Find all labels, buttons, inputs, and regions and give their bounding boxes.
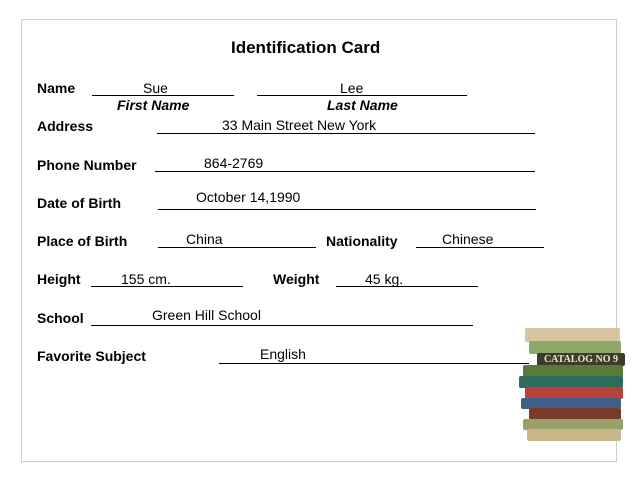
- dob-line: [158, 209, 536, 210]
- book-stack-illustration: [515, 325, 630, 445]
- phone-line: [155, 171, 535, 172]
- school-line: [91, 325, 473, 326]
- last-name-caption: Last Name: [327, 97, 398, 113]
- first-name-value: Sue: [143, 80, 168, 96]
- school-label: School: [37, 310, 84, 326]
- weight-label: Weight: [273, 271, 320, 287]
- place-of-birth-value: China: [186, 231, 223, 247]
- dob-value: October 14,1990: [196, 189, 301, 205]
- address-line: [157, 133, 535, 134]
- name-label: Name: [37, 80, 76, 96]
- book-10: [527, 429, 621, 441]
- phone-label: Phone Number: [37, 157, 137, 173]
- weight-line: [336, 286, 478, 287]
- address-label: Address: [37, 118, 94, 134]
- height-label: Height: [37, 271, 81, 287]
- address-value: 33 Main Street New York: [222, 117, 377, 133]
- card-title: Identification Card: [231, 38, 381, 57]
- phone-value: 864-2769: [204, 155, 264, 171]
- favorite-subject-label: Favorite Subject: [37, 348, 146, 364]
- weight-value: 45 kg.: [365, 271, 404, 287]
- book-1: [525, 328, 620, 342]
- book-catalog: CATALOG NO 9: [537, 353, 625, 366]
- school-value: Green Hill School: [152, 307, 261, 323]
- last-name-value: Lee: [340, 80, 364, 96]
- nationality-value: Chinese: [442, 231, 494, 247]
- place-of-birth-line: [158, 247, 316, 248]
- favorite-subject-value: English: [260, 346, 306, 362]
- place-of-birth-label: Place of Birth: [37, 233, 128, 249]
- dob-label: Date of Birth: [37, 195, 121, 211]
- favorite-subject-line: [219, 363, 529, 364]
- nationality-label: Nationality: [326, 233, 398, 249]
- nationality-line: [416, 247, 544, 248]
- height-value: 155 cm.: [121, 271, 171, 287]
- first-name-caption: First Name: [117, 97, 190, 113]
